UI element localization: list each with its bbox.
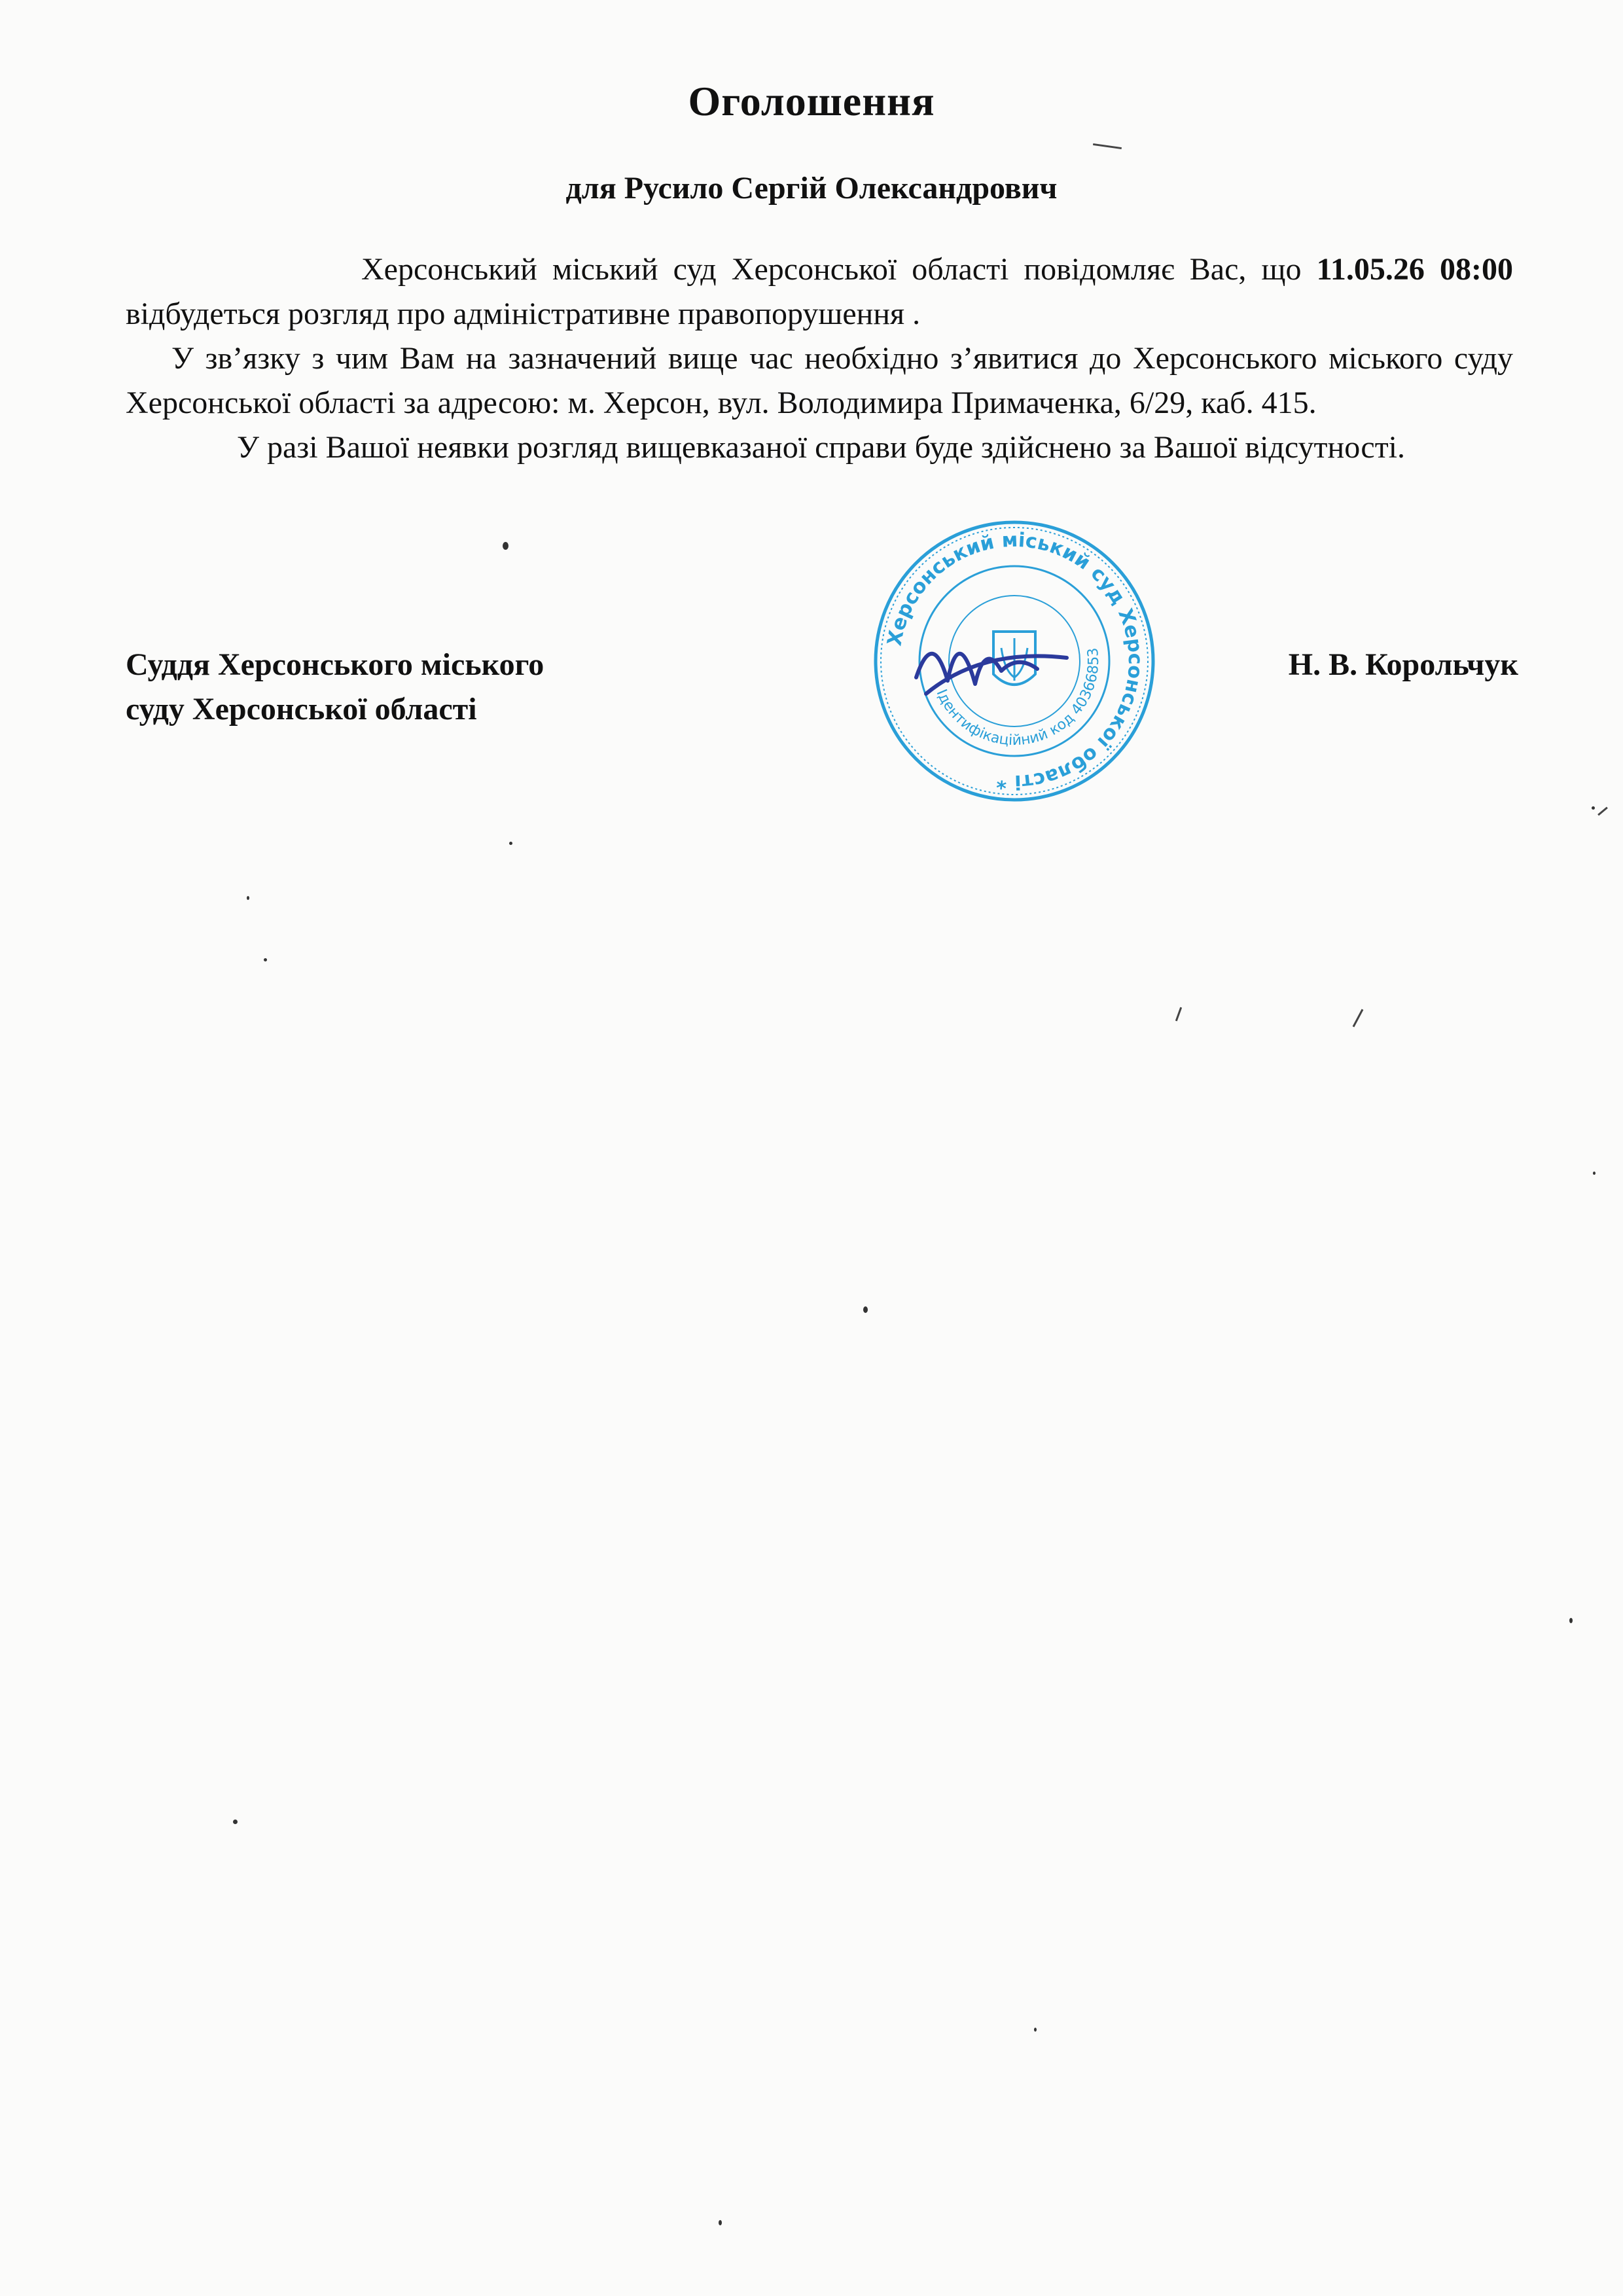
paragraph-absence: У разі Вашої неявки розгляд вищевказаної справи буде здійснено за Вашої відсутності. <box>237 430 1405 465</box>
paragraph-hearing-part1: Херсонський міський суд Херсонської області повідомляє Вас, що <box>361 252 1317 287</box>
seal-outer-text: Херсонський міський суд Херсонської області * <box>883 528 1147 794</box>
scan-speck <box>863 1306 868 1313</box>
court-seal <box>870 517 1158 805</box>
scan-speck <box>264 958 267 961</box>
judge-position-line1: Суддя Херсонського міського <box>126 647 544 682</box>
judge-position <box>126 643 544 732</box>
paragraph-hearing-part2: відбудеться розгляд про адміністративне правопорушення . <box>126 296 921 331</box>
scan-speck <box>1592 806 1595 810</box>
scan-speck <box>509 842 512 845</box>
scan-mark <box>1353 1009 1364 1028</box>
scan-mark <box>1175 1007 1182 1022</box>
judge-position-line2: суду Херсонської області <box>126 692 477 726</box>
seal-inner-text: Ідентифікаційний код 40366853 <box>933 647 1103 749</box>
scan-speck <box>1569 1618 1573 1623</box>
scan-speck <box>1034 2028 1037 2032</box>
paragraph-address: У зв’язку з чим Вам на зазначений вище час необхідно з’явитися до Херсонського міського суду Херсонської області за адресою: м. Херсон, вул. Володимира Примаченка, 6/29, каб. 415. <box>126 341 1513 420</box>
judge-name: Н. В. Корольчук <box>1288 647 1518 682</box>
scan-speck <box>503 542 508 550</box>
scan-speck <box>247 896 249 900</box>
scan-mark <box>1093 143 1122 149</box>
notice-body <box>126 247 1513 470</box>
scan-speck <box>1593 1172 1596 1175</box>
scan-speck <box>719 2220 722 2225</box>
hearing-datetime: 11.05.26 08:00 <box>1316 252 1513 287</box>
scan-mark <box>1597 807 1608 816</box>
handwritten-signature-icon <box>916 654 1067 694</box>
paragraph-hearing <box>126 247 1513 336</box>
document-title: Оголошення <box>688 78 935 124</box>
addressee-line: для Русило Сергій Олександрович <box>565 171 1058 206</box>
scan-speck <box>233 1820 238 1824</box>
